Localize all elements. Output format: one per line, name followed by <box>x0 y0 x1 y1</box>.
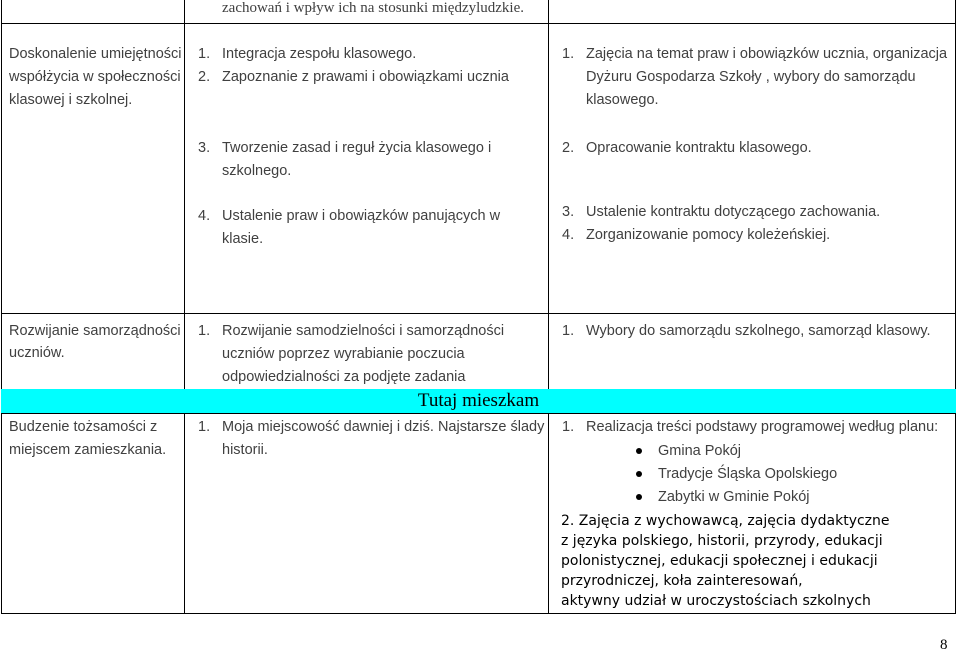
list-item: Integracja zespołu klasowego. <box>222 46 417 62</box>
list-item: Realizacja treści podstawy programowej według planu: <box>586 419 939 435</box>
paragraph-line: 2. Zajęcia z wychowawcą, zajęcia dydaktyczne <box>561 513 890 529</box>
bullet-icon <box>636 494 642 500</box>
bullet-item: Tradycje Śląska Opolskiego <box>658 466 838 482</box>
list-number: 1. <box>562 46 575 62</box>
section-banner: Tutaj mieszkam <box>1 389 956 413</box>
list-item: Tworzenie zasad i reguł życia klasowego i <box>222 140 492 156</box>
table-line <box>548 0 549 389</box>
table-line <box>1 23 956 24</box>
table-line <box>184 0 185 389</box>
list-item: historii. <box>222 442 268 458</box>
row1-col1-line: Doskonalenie umiejętności <box>9 46 182 62</box>
list-number: 1. <box>198 419 211 435</box>
list-number: 1. <box>198 323 211 339</box>
list-number: 4. <box>198 208 211 224</box>
list-item: Zorganizowanie pomocy koleżeńskiej. <box>586 227 831 243</box>
list-item: Opracowanie kontraktu klasowego. <box>586 140 812 156</box>
row3-col1-line: miejscem zamieszkania. <box>9 442 167 458</box>
list-item: szkolnego. <box>222 163 292 179</box>
table-line <box>1 413 956 414</box>
row0-text: zachowań i wpływ ich na stosunki międzyludzkie. <box>222 0 525 16</box>
list-item: Rozwijanie samodzielności i samorządności <box>222 323 505 339</box>
paragraph-line: przyrodniczej, koła zainteresowań, <box>561 573 803 589</box>
row3-col1-line: Budzenie tożsamości z <box>9 419 158 435</box>
list-item: klasie. <box>222 231 264 247</box>
list-number: 2. <box>562 140 575 156</box>
row2-col1-line: Rozwijanie samorządności <box>9 323 181 339</box>
list-item: Moja miejscowość dawniej i dziś. Najstarsze ślady <box>222 419 545 435</box>
list-item: uczniów poprzez wyrabianie poczucia <box>222 346 465 362</box>
list-item: odpowiedzialności za podjęte zadania <box>222 369 466 385</box>
table-line <box>1 0 2 389</box>
row1-col1-line: współżycia w społeczności <box>9 69 181 85</box>
paragraph-line: z języka polskiego, historii, przyrody, edukacji <box>561 533 883 549</box>
row2-col1-line: uczniów. <box>9 345 65 361</box>
bullet-icon <box>636 471 642 477</box>
list-item: Ustalenie praw i obowiązków panujących w <box>222 208 501 224</box>
page-number: 8 <box>940 637 948 653</box>
list-number: 1. <box>562 419 575 435</box>
table-line <box>955 0 956 389</box>
list-number: 4. <box>562 227 575 243</box>
list-item: klasowego. <box>586 92 659 108</box>
table-line <box>955 413 956 614</box>
paragraph-line: aktywny udział w uroczystościach szkolnych <box>561 593 871 609</box>
table-line <box>1 613 956 614</box>
bullet-icon <box>636 448 642 454</box>
list-item: Zapoznanie z prawami i obowiązkami ucznia <box>222 69 509 85</box>
list-number: 2. <box>198 69 211 85</box>
list-item: Dyżuru Gospodarza Szkoły , wybory do samorządu <box>586 69 916 85</box>
table-line <box>184 413 185 614</box>
table-line <box>1 413 2 614</box>
list-number: 1. <box>198 46 211 62</box>
list-number: 3. <box>198 140 211 156</box>
table-line <box>548 413 549 614</box>
table-line <box>1 313 956 314</box>
list-item: Zajęcia na temat praw i obowiązków ucznia, organizacja <box>586 46 948 62</box>
paragraph-line: polonistycznej, edukacji społecznej i edukacji <box>561 553 878 569</box>
bullet-item: Zabytki w Gminie Pokój <box>658 489 810 505</box>
list-number: 1. <box>562 323 575 339</box>
list-item: Ustalenie kontraktu dotyczącego zachowania. <box>586 204 881 220</box>
list-item: Wybory do samorządu szkolnego, samorząd klasowy. <box>586 323 931 339</box>
bullet-item: Gmina Pokój <box>658 443 742 459</box>
row1-col1-line: klasowej i szkolnej. <box>9 92 133 108</box>
list-number: 3. <box>562 204 575 220</box>
